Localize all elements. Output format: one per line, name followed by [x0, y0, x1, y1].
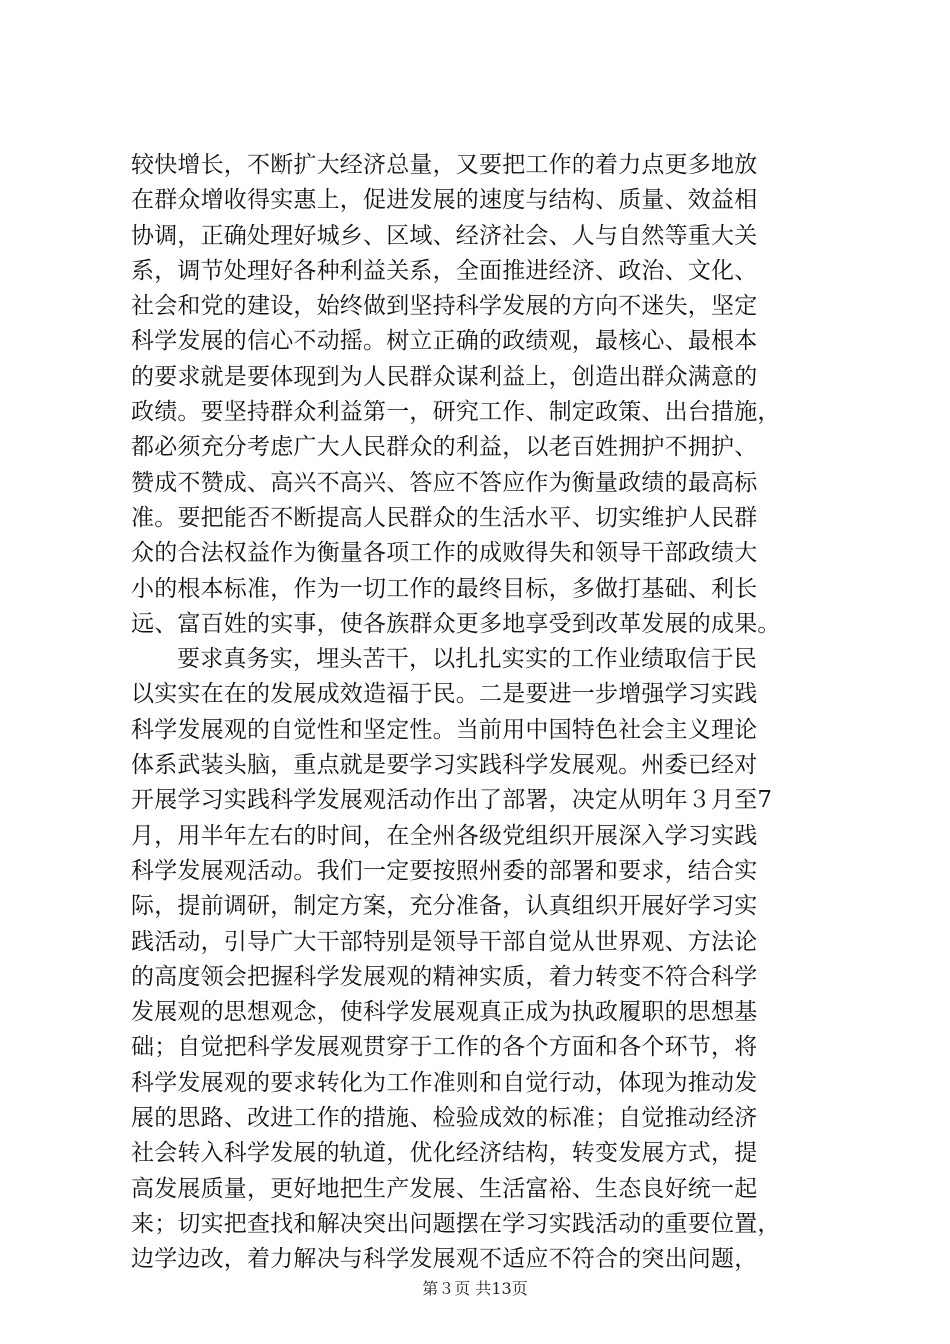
text-line: 在群众增收得实惠上，促进发展的速度与结构、质量、效益相: [131, 187, 758, 214]
text-line: 展的思路、改进工作的措施、检验成效的标准；自觉推动经济: [131, 1105, 758, 1132]
text-line: 社会和党的建设，始终做到坚持科学发展的方向不迷失，坚定: [131, 293, 758, 320]
page-number-footer: 第３页 共13页: [422, 1279, 528, 1298]
document-body: [131, 148, 831, 1278]
text-line: 的要求就是要体现到为人民群众谋利益上，创造出群众满意的: [131, 363, 758, 390]
text-line: 远、富百姓的实事，使各族群众更多地享受到改革发展的成果。: [131, 610, 781, 637]
text-line: 高发展质量，更好地把生产发展、生活富裕、生态良好统一起: [131, 1175, 758, 1202]
text-line: 社会转入科学发展的轨道，优化经济结构，转变发展方式，提: [131, 1140, 758, 1167]
text-line: 科学发展观活动。我们一定要按照州委的部署和要求，结合实: [131, 857, 758, 884]
text-line: 都必须充分考虑广大人民群众的利益，以老百姓拥护不拥护、: [131, 434, 758, 461]
text-line: 践活动，引导广大干部特别是领导干部自觉从世界观、方法论: [131, 928, 758, 955]
text-line: 边学边改，着力解决与科学发展观不适应不符合的突出问题，: [131, 1246, 758, 1273]
text-line: 体系武装头脑，重点就是要学习实践科学发展观。州委已经对: [131, 752, 758, 779]
text-line: 的高度领会把握科学发展观的精神实质，着力转变不符合科学: [131, 963, 758, 990]
text-line: 来；切实把查找和解决突出问题摆在学习实践活动的重要位置，: [131, 1210, 781, 1237]
text-line: 月，用半年左右的时间，在全州各级党组织开展深入学习实践: [131, 822, 758, 849]
paragraph-start-line: 要求真务实，埋头苦干，以扎扎实实的工作业绩取信于民: [177, 646, 757, 673]
text-line: 科学发展的信心不动摇。树立正确的政绩观，最核心、最根本: [131, 328, 758, 355]
text-line: 众的合法权益作为衡量各项工作的成败得失和领导干部政绩大: [131, 540, 758, 567]
text-line: 赞成不赞成、高兴不高兴、答应不答应作为衡量政绩的最高标: [131, 469, 758, 496]
text-line: 政绩。要坚持群众利益第一，研究工作、制定政策、出台措施，: [131, 399, 781, 426]
text-line: 协调，正确处理好城乡、区域、经济社会、人与自然等重大关: [131, 222, 758, 249]
text-line: 准。要把能否不断提高人民群众的生活水平、切实维护人民群: [131, 504, 758, 531]
text-line: 开展学习实践科学发展观活动作出了部署，决定从明年３月至7: [131, 787, 773, 814]
text-line: 较快增长，不断扩大经济总量，又要把工作的着力点更多地放: [131, 152, 758, 178]
text-line: 系，调节处理好各种利益关系，全面推进经济、政治、文化、: [131, 257, 758, 284]
text-line: 以实实在在的发展成效造福于民。二是要进一步增强学习实践: [131, 681, 758, 708]
text-line: 际，提前调研，制定方案，充分准备，认真组织开展好学习实: [131, 893, 758, 920]
text-line: 础；自觉把科学发展观贯穿于工作的各个方面和各个环节，将: [131, 1034, 758, 1061]
text-line: 发展观的思想观念，使科学发展观真正成为执政履职的思想基: [131, 999, 758, 1026]
text-line: 科学发展观的自觉性和坚定性。当前用中国特色社会主义理论: [131, 716, 758, 743]
text-line: 科学发展观的要求转化为工作准则和自觉行动，体现为推动发: [131, 1069, 758, 1096]
text-line: 小的根本标准，作为一切工作的最终目标，多做打基础、利长: [131, 575, 758, 602]
